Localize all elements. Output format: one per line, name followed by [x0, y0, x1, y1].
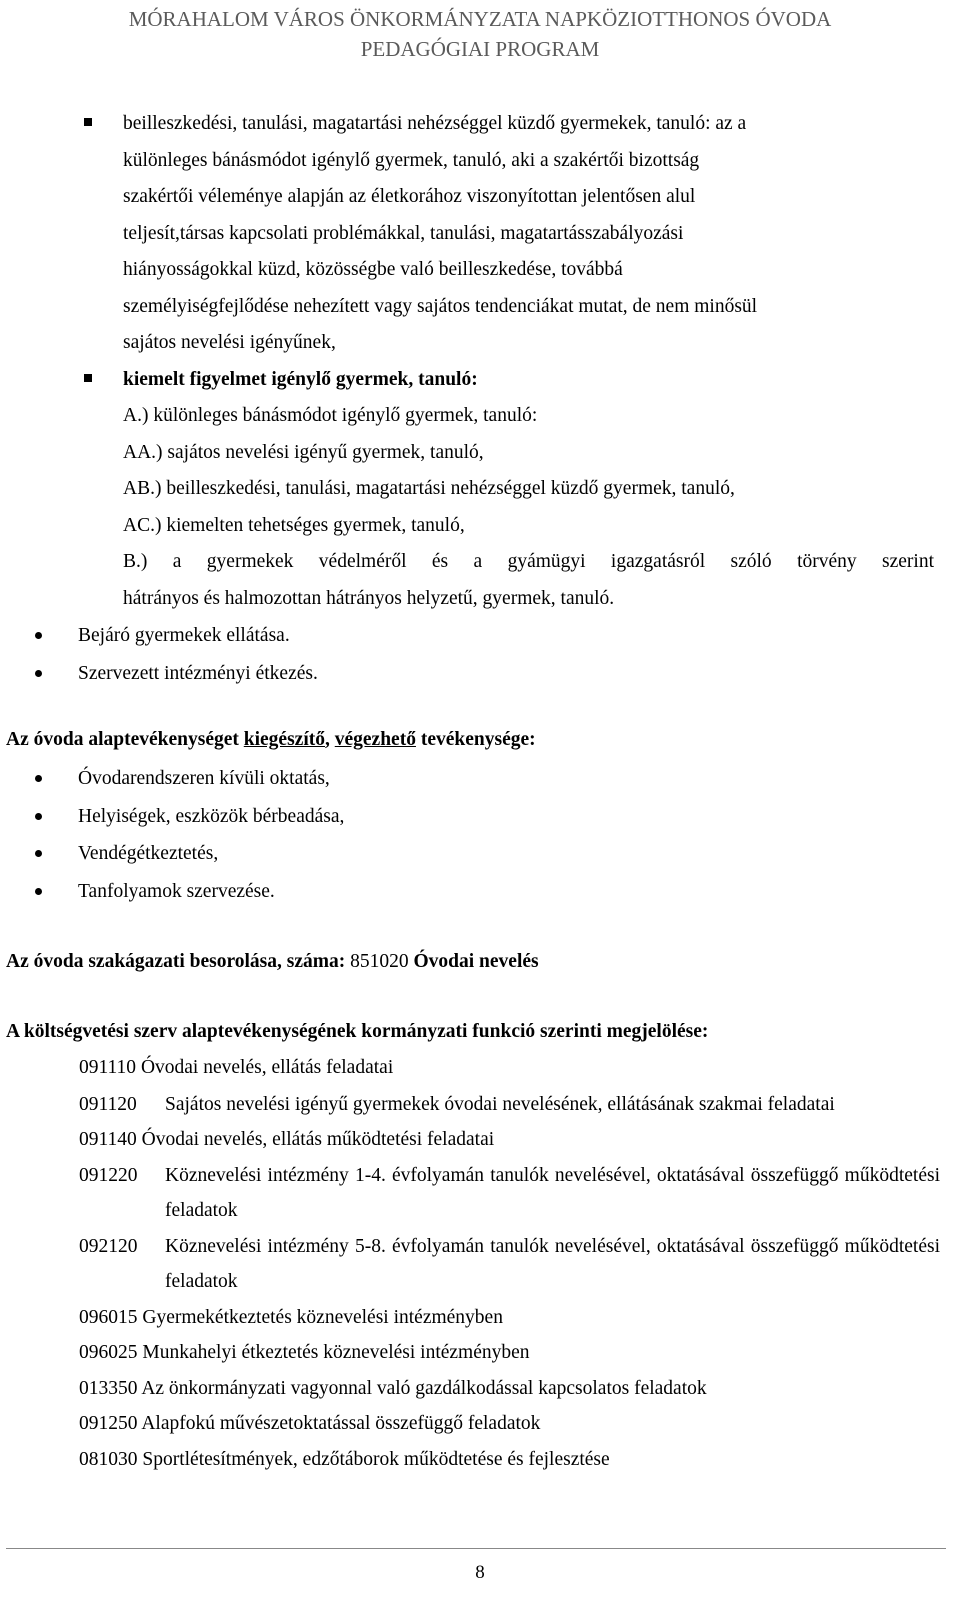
- bullet-icon: [35, 670, 42, 677]
- function-item: [0, 1122, 960, 1158]
- paragraph-line: beilleszkedési, tanulási, magatartási nehézséggel küzdő gyermekek, tanuló: az a: [123, 113, 747, 134]
- function-code: 091220: [79, 1164, 138, 1186]
- bullet-icon: [35, 888, 42, 895]
- function-item: [0, 1050, 960, 1086]
- bullet-icon: [35, 813, 42, 820]
- header-subtitle: PEDAGÓGIAI PROGRAM: [360, 37, 600, 61]
- function-code: 091120: [79, 1093, 137, 1115]
- function-item: [0, 1229, 960, 1300]
- section-heading-functions: A költségvetési szerv alaptevékenységének kormányzati funkció szerinti megjelölése:: [6, 1021, 709, 1042]
- bullet-icon: [35, 775, 42, 782]
- paragraph-line: személyiségfejlődése nehezített vagy sajátos tendenciákat mutat, de nem minősül: [123, 295, 758, 317]
- function-item: [0, 1371, 960, 1407]
- item-heading: kiemelt figyelmet igénylő gyermek, tanuló:: [123, 368, 478, 390]
- list-item: [0, 835, 960, 873]
- bullet-icon: [35, 632, 42, 639]
- classification-code: 851020: [345, 951, 414, 972]
- list-item: [0, 655, 960, 693]
- function-text: Alapfokú művészetoktatással összefüggő feladatok: [141, 1413, 541, 1434]
- classification-name: Óvodai nevelés: [413, 951, 539, 972]
- list-item: [0, 760, 960, 798]
- heading-part: tevékenysége:: [415, 729, 536, 750]
- sub-list-line: AA.) sajátos nevelési igényű gyermek, tanuló,: [123, 441, 484, 463]
- sub-list: [0, 398, 960, 617]
- function-item: [0, 1335, 960, 1371]
- heading-part: kiegészítő: [243, 729, 325, 750]
- list-item-text: Vendégétkeztetés,: [78, 843, 219, 864]
- square-bullet-icon: [84, 118, 92, 126]
- sub-list-line: A.) különleges bánásmódot igénylő gyermek, tanuló:: [123, 405, 538, 426]
- list-item-text: Szervezett intézményi étkezés.: [78, 662, 318, 684]
- function-text: Gyermekétkeztetés köznevelési intézményben: [142, 1306, 503, 1328]
- function-text: Óvodai nevelés, ellátás feladatai: [140, 1057, 394, 1078]
- function-code: 096015: [79, 1306, 138, 1328]
- list-item-text: Helyiségek, eszközök bérbeadása,: [78, 805, 345, 827]
- square-bullet-icon: [84, 374, 92, 382]
- function-text: Sportlétesítmények, edzőtáborok működtetése és fejlesztése: [142, 1448, 610, 1470]
- function-text: Köznevelési intézmény 5-8. évfolyamán tanulók nevelésével, oktatásával összefüggő működtetési feladatok: [165, 1235, 940, 1292]
- page-header: [0, 0, 960, 64]
- sub-list-line: AC.) kiemelten tehetséges gyermek, tanuló,: [123, 514, 465, 536]
- page-number: 8: [475, 1562, 485, 1583]
- classification-title: Az óvoda szakágazati besorolása, száma:: [6, 951, 346, 972]
- paragraph-line: teljesít,társas kapcsolati problémákkal, tanulási, magatartásszabályozási: [123, 222, 684, 244]
- paragraph-line: szakértői véleménye alapján az életkorához viszonyítottan jelentősen alul: [123, 186, 696, 207]
- section-heading-supplementary: [0, 722, 960, 758]
- footer-divider: [6, 1548, 946, 1549]
- list-item-text: Óvodarendszeren kívüli oktatás,: [78, 768, 330, 789]
- heading-part: végezhető: [334, 729, 416, 750]
- header-title: MÓRAHALOM VÁROS ÖNKORMÁNYZATA NAPKÖZIOTTHONOS ÓVODA: [128, 7, 832, 31]
- function-code: 091250: [79, 1413, 138, 1434]
- function-text: Köznevelési intézmény 1-4. évfolyamán tanulók nevelésével, oktatásával összefüggő működtetési feladatok: [165, 1164, 940, 1221]
- function-code: 091140: [79, 1129, 137, 1150]
- paragraph-line: különleges bánásmódot igénylő gyermek, tanuló, aki a szakértői bizottság: [123, 149, 700, 171]
- list-item-text: Tanfolyamok szervezése.: [78, 880, 275, 902]
- function-text: Óvodai nevelés, ellátás működtetési feladatai: [141, 1129, 495, 1150]
- document-body: [0, 106, 960, 1477]
- sub-list-line: hátrányos és halmozottan hátrányos helyzetű, gyermek, tanuló.: [123, 587, 615, 609]
- square-bullet-item: [0, 362, 960, 399]
- list-item: [0, 873, 960, 911]
- function-item: [0, 1158, 960, 1229]
- function-code: 013350: [79, 1377, 138, 1399]
- function-item: [0, 1406, 960, 1442]
- list-item: [0, 798, 960, 836]
- heading-part: ,: [325, 729, 335, 750]
- function-item: [0, 1300, 960, 1336]
- function-code: 096025: [79, 1342, 138, 1363]
- sub-list-line: B.) a gyermekek védelméről és a gyámügyi igazgatásról szóló törvény szerint: [123, 551, 934, 572]
- function-code: 092120: [79, 1235, 138, 1257]
- list-item: [0, 617, 960, 655]
- function-text: Munkahelyi étkeztetés köznevelési intézményben: [142, 1342, 530, 1363]
- function-item: [0, 1442, 960, 1478]
- heading-part: Az óvoda alaptevékenységet: [6, 729, 244, 750]
- paragraph-line: hiányosságokkal küzd, közösségbe való beilleszkedése, továbbá: [123, 259, 623, 280]
- function-text: Sajátos nevelési igényű gyermekek óvodai nevelésének, ellátásának szakmai feladatai: [165, 1093, 835, 1115]
- list-item-text: Bejáró gyermekek ellátása.: [78, 625, 290, 646]
- paragraph-line: sajátos nevelési igényűnek,: [123, 332, 336, 353]
- function-code: 081030: [79, 1448, 138, 1470]
- function-list: [0, 1050, 960, 1477]
- section-heading-classification: [0, 944, 960, 980]
- square-bullet-item: [0, 106, 960, 362]
- function-code: 091110: [79, 1057, 137, 1078]
- sub-list-line: AB.) beilleszkedési, tanulási, magatartási nehézséggel küzdő gyermek, tanuló,: [123, 478, 735, 499]
- bullet-icon: [35, 850, 42, 857]
- function-text: Az önkormányzati vagyonnal való gazdálkodással kapcsolatos feladatok: [141, 1377, 707, 1399]
- function-item: [0, 1087, 960, 1123]
